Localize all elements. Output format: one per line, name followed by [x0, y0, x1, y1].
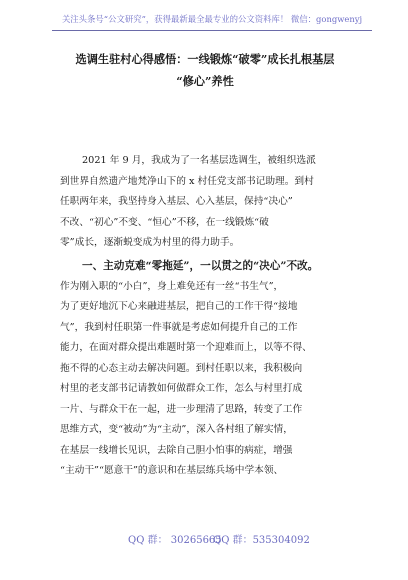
paragraph-line: 一片、与群众干在一起，进一步理清了思路，转变了工作 — [60, 403, 303, 415]
paragraph-line: 拖不得的心态主动去解决问题。到村任职以来，我积极向 — [60, 362, 303, 374]
page-header-banner: 关注头条号“公文研究”，获得最新最全最专业的公文资料库！ 微信：gongwenyj — [52, 8, 372, 31]
qq-group-1: QQ 群： 30265665 — [128, 535, 222, 546]
paragraph-line: 零”成长，逐渐蜕变成为村里的得力助手。 — [60, 237, 240, 248]
paragraph-line: 气”，我到村任职第一件事就是考虑如何提升自己的工作 — [60, 321, 298, 333]
intro-paragraph — [60, 151, 350, 254]
paragraph-line: 2021 年 9 月，我成为了一名基层选调生，被组织选派 — [82, 155, 316, 166]
document-title — [50, 48, 360, 92]
title-line-1: 选调生驻村心得感悟：一线锻炼“破零”成长扎根基层 — [75, 52, 335, 66]
paragraph-line: 到世界自然遗产地梵净山下的 x 村任党支部书记助理。到村 — [60, 175, 314, 187]
paragraph-line: 思维方式，变“被动”为“主动”，深入各村组了解实情， — [60, 424, 293, 435]
qq-group-2: QQ 群：535304092 — [213, 535, 310, 546]
paragraph-line: 在基层一线增长见识，去除自己胆小怕事的病症，增强 — [60, 444, 293, 456]
section-1 — [60, 256, 352, 482]
paragraph-line: 不改、“初心”不变、“恒心”不移，在一线锻炼“破 — [60, 216, 269, 228]
paragraph-line: 能力，在面对群众提出难题时第一个迎难而上，以等不得、 — [60, 342, 312, 353]
paragraph-line: “主动干”“愿意干”的意识和在基层练兵场中学本领、 — [60, 465, 284, 476]
paragraph-line: 作为刚入职的“小白”，身上难免还有一丝“书生气”， — [60, 280, 284, 292]
title-line-2: “修心”养性 — [176, 74, 234, 88]
paragraph-line: 为了更好地沉下心来融进基层，把自己的工作干得“接地 — [60, 301, 298, 312]
paragraph-line: 任职两年来，我坚持身入基层、心入基层，保持“决心” — [60, 196, 293, 207]
paragraph-line: 村里的老支部书记请教如何做群众工作，怎么与村里打成 — [60, 383, 303, 394]
section-heading: 一、主动克难“零拖延”，一以贯之的“决心”不改。 — [82, 260, 319, 272]
